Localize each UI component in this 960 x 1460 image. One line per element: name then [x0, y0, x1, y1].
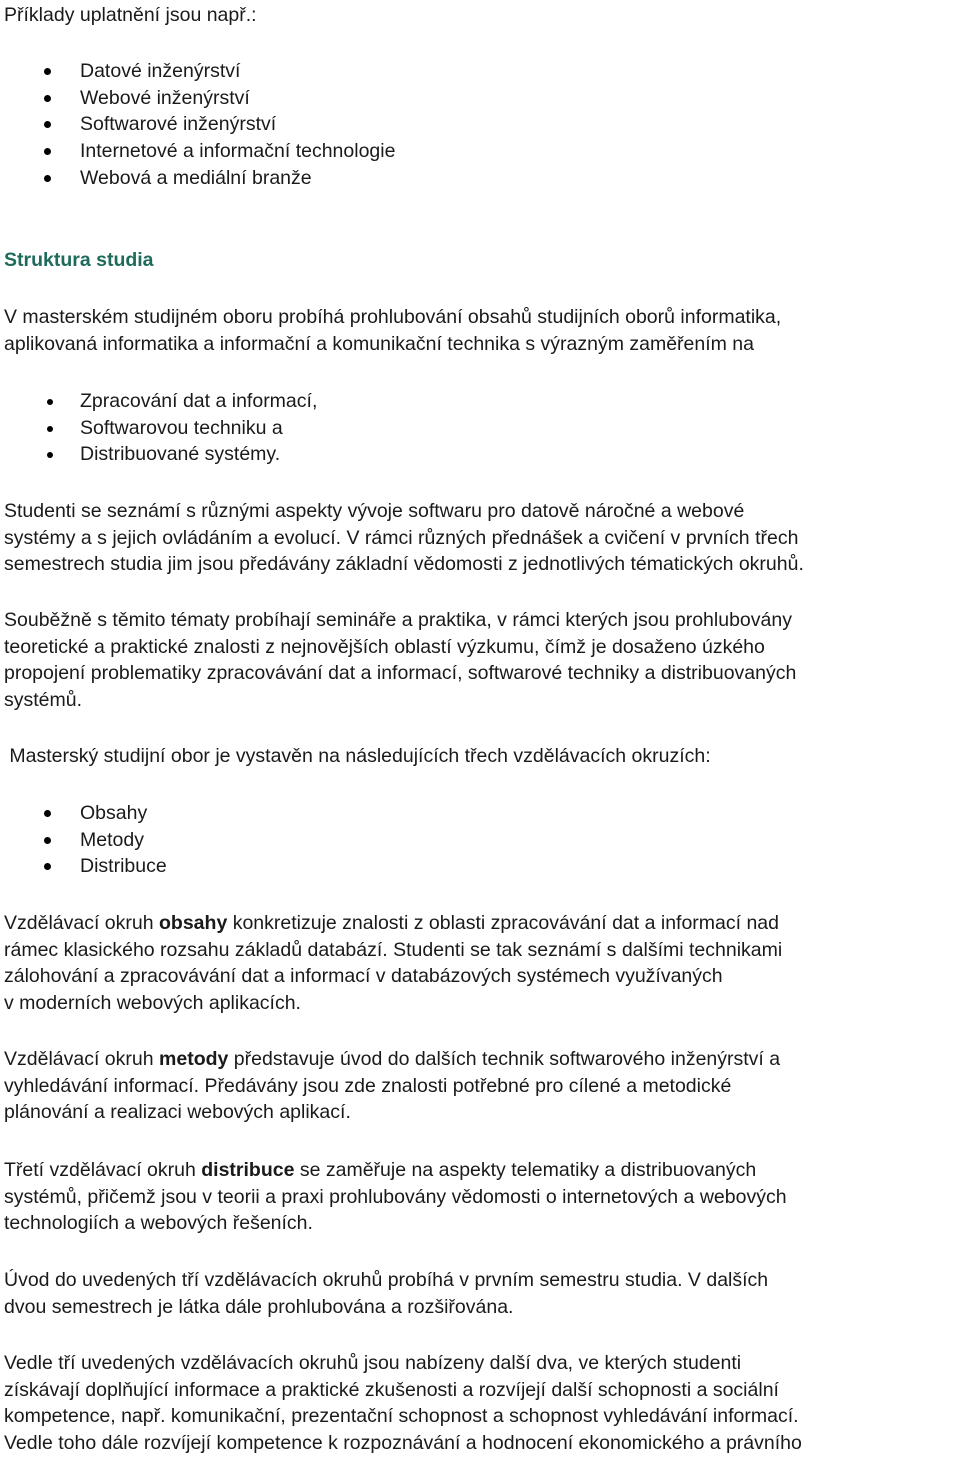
areas-list — [4, 800, 954, 880]
list-item: Metody — [4, 827, 954, 854]
obsahy-paragraph: Vzdělávací okruh obsahy konkretizuje znalosti z oblasti zpracovávání dat a informací nad rámec klasického rozsahu základů databází. Studenti se tak seznámí s dalšími technikami zálohování a zpracovávání dat a informací v databázových systémech využívaných v moderních webových aplikacích. — [4, 912, 783, 1015]
bullet-icon — [44, 68, 51, 75]
bullet-icon — [44, 95, 51, 102]
applications-list — [4, 58, 954, 192]
bullet-icon — [44, 810, 51, 817]
semester-paragraph: Úvod do uvedených tří vzdělávacích okruhů probíhá v prvním semestru studia. V dalších dvou semestrech je látka dále prohlubována a rozšiřována. — [4, 1269, 769, 1318]
bullet-icon — [47, 452, 53, 458]
students-paragraph: Studenti se seznámí s různými aspekty vývoje softwaru pro datově náročné a webové systémy a s jejich ovládáním a evolucí. V rámci různých přednášek a cvičení v prvních třech semestrech studia jim jsou předávány základní vědomosti z jednotlivých tématických okruhů. — [4, 500, 804, 576]
section-heading: Struktura studia — [4, 249, 154, 271]
bullet-icon — [44, 121, 51, 128]
bullet-icon — [44, 837, 51, 844]
list-item: Distribuované systémy. — [4, 441, 954, 468]
areas-intro: Masterský studijní obor je vystavěn na následujících třech vzdělávacích okruzích: — [4, 745, 711, 767]
list-item: Obsahy — [4, 800, 954, 827]
metody-paragraph: Vzdělávací okruh metody představuje úvod do dalších technik softwarového inženýrství a vyhledávání informací. Předávány jsou zde znalosti potřebné pro cílené a metodické plánování a realizaci webových aplikací. — [4, 1048, 781, 1124]
focus-list — [4, 388, 954, 468]
list-item: Webové inženýrství — [4, 85, 954, 112]
seminars-paragraph: Souběžně s těmito tématy probíhají semináře a praktika, v rámci kterých jsou prohlubovány teoretické a praktické znalosti z nejnovějších oblastí výzkumu, čímž je dosaženo úzkého propojení problematiky zpracovávání dat a informací, softwarové techniky a distribuovaných systémů. — [4, 609, 797, 712]
bullet-icon — [44, 863, 51, 870]
list-item: Webová a mediální branže — [4, 165, 954, 192]
intro-text: Příklady uplatnění jsou např.: — [4, 4, 257, 26]
bullet-icon — [47, 426, 53, 432]
bullet-icon — [44, 175, 51, 182]
structure-paragraph: V masterském studijném oboru probíhá prohlubování obsahů studijních oborů informatika, aplikovaná informatika a informační a komunikační technika s výrazným zaměřením na — [4, 306, 782, 355]
additional-paragraph: Vedle tří uvedených vzdělávacích okruhů jsou nabízeny další dva, ve kterých studenti získávají doplňující informace a praktické zkušenosti a rozvíjejí další schopnosti a sociální kompetence, např. komunikační, prezentační schopnost a schopnost vyhledávání informací. Vedle toho dále rozvíjejí kompetence k rozpoznávání a hodnocení ekonomického a právního — [4, 1352, 802, 1455]
list-item: Zpracování dat a informací, — [4, 388, 954, 415]
bullet-icon — [44, 148, 51, 155]
list-item: Internetové a informační technologie — [4, 138, 954, 165]
list-item: Distribuce — [4, 853, 954, 880]
list-item: Softwarové inženýrství — [4, 111, 954, 138]
bullet-icon — [47, 399, 53, 405]
list-item: Softwarovou techniku a — [4, 415, 954, 442]
list-item: Datové inženýrství — [4, 58, 954, 85]
distribuce-paragraph: Třetí vzdělávací okruh distribuce se zaměřuje na aspekty telematiky a distribuovaných systémů, přičemž jsou v teorii a praxi prohlubovány vědomosti o internetových a webových technologiích a webových řešeních. — [4, 1159, 787, 1235]
